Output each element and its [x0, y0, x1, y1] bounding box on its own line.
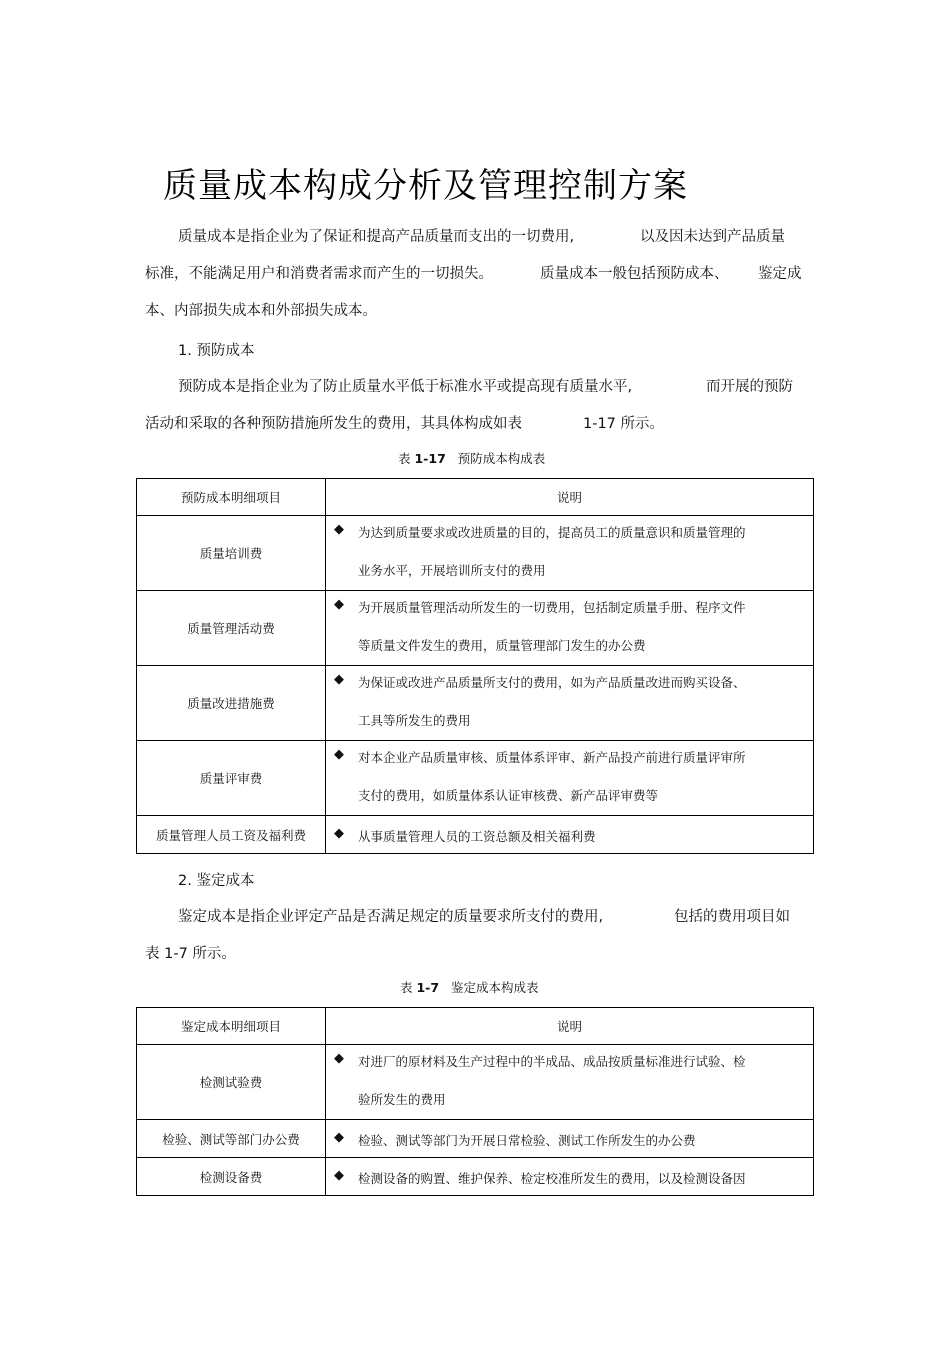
row-item: 检测试验费 [137, 1045, 326, 1120]
diamond-bullet-icon: ◆ [334, 522, 344, 537]
intro-line-2a: 标准，不能满足用户和消费者需求而产生的一切损失。 [145, 266, 493, 282]
section-2-line-2: 表 1-7 所示。 [145, 946, 236, 962]
table-header-row [137, 1008, 814, 1045]
table-1-caption [398, 449, 545, 467]
row-desc-line-1: 对本企业产品质量审核、质量体系评审、新产品投产前进行质量评审所 [358, 750, 746, 765]
column-header-item: 鉴定成本明细项目 [137, 1008, 326, 1045]
row-desc [326, 666, 814, 741]
row-item: 质量管理人员工资及福利费 [137, 816, 326, 854]
section-2-line-1b: 包括的费用项目如 [674, 909, 790, 925]
row-desc-line-1: 为保证或改进产品质量所支付的费用，如为产品质量改进而购买设备、 [358, 675, 746, 690]
section-1-line-2a: 活动和采取的各种预防措施所发生的费用，其具体构成如表 [145, 416, 522, 432]
row-desc-line-2: 业务水平，开展培训所支付的费用 [358, 563, 546, 578]
diamond-bullet-icon: ◆ [334, 1051, 344, 1066]
row-desc-line-1: 检验、测试等部门为开展日常检验、测试工作所发生的办公费 [358, 1133, 696, 1148]
appraisal-cost-table [136, 1007, 814, 1196]
intro-line-2b: 质量成本一般包括预防成本、 [540, 266, 729, 282]
row-desc-line-1: 从事质量管理人员的工资总额及相关福利费 [358, 829, 596, 844]
row-desc-line-2: 工具等所发生的费用 [358, 713, 471, 728]
table-row [137, 516, 814, 591]
column-header-desc: 说明 [326, 1008, 814, 1045]
row-desc [326, 1045, 814, 1120]
row-desc-line-1: 检测设备的购置、维护保养、检定校准所发生的费用，以及检测设备因 [358, 1171, 746, 1186]
row-desc-line-1: 为达到质量要求或改进质量的目的，提高员工的质量意识和质量管理的 [358, 525, 746, 540]
section-2-line-1a: 鉴定成本是指企业评定产品是否满足规定的质量要求所支付的费用, [178, 909, 604, 925]
table-1-caption-text: 预防成本构成表 [457, 451, 546, 466]
diamond-bullet-icon: ◆ [334, 1168, 344, 1183]
table-2-caption-number: 1-7 [416, 980, 440, 995]
table-row [137, 1045, 814, 1120]
intro-line-3: 本、内部损失成本和外部损失成本。 [145, 303, 377, 319]
table-2-caption-prefix: 表 [400, 980, 417, 995]
row-item: 质量培训费 [137, 516, 326, 591]
diamond-bullet-icon: ◆ [334, 1130, 344, 1145]
table-2-caption [400, 978, 539, 996]
row-desc [326, 516, 814, 591]
row-item: 质量管理活动费 [137, 591, 326, 666]
row-desc-line-2: 等质量文件发生的费用，质量管理部门发生的办公费 [358, 638, 646, 653]
row-desc-line-1: 对进厂的原材料及生产过程中的半成品、成品按质量标准进行试验、检 [358, 1054, 746, 1069]
section-2-heading: 2. 鉴定成本 [178, 873, 255, 889]
column-header-item: 预防成本明细项目 [137, 479, 326, 516]
intro-line-1a: 质量成本是指企业为了保证和提高产品质量而支出的一切费用, [178, 229, 575, 245]
row-item: 检测设备费 [137, 1158, 326, 1196]
section-1-line-1a: 预防成本是指企业为了防止质量水平低于标准水平或提高现有质量水平, [178, 379, 633, 395]
column-header-desc: 说明 [326, 479, 814, 516]
table-1-caption-number: 1-17 [414, 451, 446, 466]
row-desc [326, 1120, 814, 1158]
row-item: 质量评审费 [137, 741, 326, 816]
intro-line-1b: 以及因未达到产品质量 [640, 229, 785, 245]
prevention-cost-table [136, 478, 814, 854]
row-item: 质量改进措施费 [137, 666, 326, 741]
section-1-line-1b: 而开展的预防 [706, 379, 793, 395]
table-row [137, 1158, 814, 1196]
intro-line-2c: 鉴定成 [758, 266, 802, 282]
diamond-bullet-icon: ◆ [334, 672, 344, 687]
table-2-caption-text: 鉴定成本构成表 [451, 980, 539, 995]
table-row [137, 1120, 814, 1158]
diamond-bullet-icon: ◆ [334, 597, 344, 612]
row-desc [326, 591, 814, 666]
table-row [137, 816, 814, 854]
row-desc [326, 816, 814, 854]
section-1-heading: 1. 预防成本 [178, 343, 255, 359]
row-desc [326, 741, 814, 816]
table-header-row [137, 479, 814, 516]
page-title: 质量成本构成分析及管理控制方案 [163, 166, 688, 206]
row-desc [326, 1158, 814, 1196]
row-desc-line-2: 支付的费用，如质量体系认证审核费、新产品评审费等 [358, 788, 659, 803]
table-row [137, 741, 814, 816]
table-row [137, 591, 814, 666]
row-item: 检验、测试等部门办公费 [137, 1120, 326, 1158]
section-1-line-2b: 1-17 所示。 [583, 416, 665, 432]
diamond-bullet-icon: ◆ [334, 826, 344, 841]
diamond-bullet-icon: ◆ [334, 747, 344, 762]
row-desc-line-1: 为开展质量管理活动所发生的一切费用，包括制定质量手册、程序文件 [358, 600, 746, 615]
row-desc-line-2: 验所发生的费用 [358, 1092, 446, 1107]
table-1-caption-prefix: 表 [398, 451, 415, 466]
table-row [137, 666, 814, 741]
